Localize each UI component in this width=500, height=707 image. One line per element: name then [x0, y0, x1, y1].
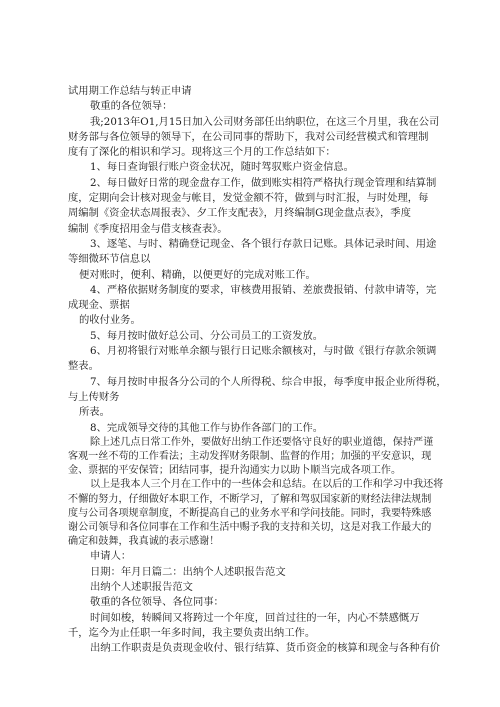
text-line: 财务部与各位领导的领导下，在公司同事的帮助下，我对公司经营模式和管理制 [68, 130, 429, 143]
text-line: 6、月初将银行对账单余额与银行日记账余额核对，与时做《银行存款余领调 [90, 345, 437, 358]
text-line: 1、每日查询银行账户资金状况，随时驾驭账户资金信息。 [90, 161, 354, 174]
text-line: 度有了深化的相识和学习。现将这三个月的工作总结如下： [68, 146, 336, 159]
text-line: 2、每日做好日常的现金盘存工作，做到账实相符严格执行现金管理和结算制 [90, 176, 437, 189]
text-line: 度与公司各项规章制度，不断提高自己的业务水平和学问技能。同时，我要特殊感 [68, 507, 432, 519]
text-line: 金、票据的平安保管；团结同事，提升沟通实力以助卜顺当完成各项工作。 [68, 465, 402, 477]
text-line: 整表。 [68, 360, 99, 373]
text-line: 申请人： [90, 550, 132, 563]
text-line: 等细微环节信息以 [68, 253, 151, 266]
text-line: 出纳工作职责是负责现金收付、银行结算、货币资金的核算和现金与各种有价 [90, 642, 441, 655]
document-body [68, 84, 447, 656]
text-line: 7、每月按时申报各分公司的个人所得税、综合申报，每季度申报企业所得税， [90, 375, 447, 388]
text-line: 时间如梭，转瞬间又将跨过一个年度，回首过往的一年，内心不禁感慨万 [90, 611, 420, 624]
text-line: 敬重的各位领导、各位同事： [90, 596, 224, 609]
text-line: 除上述几点日常工作外，要做好出纳工作还要恪守良好的职业道德，保持严谨 [90, 436, 434, 448]
text-line: 8、完成领导交待的其他工作与协作各部门的工作。 [90, 421, 324, 434]
document-title: 试用期工作总结与转正申请 [68, 85, 192, 97]
text-line: 日期：年月日篇二：出纳个人述职报告范文 [90, 565, 286, 578]
text-line: 敬重的各位领导： [90, 100, 173, 113]
text-line: 4、严格依据财务制度的要求，审核费用报销、差旅费报销、付款申请等，完 [90, 283, 437, 296]
text-line: 千，迄今为止任职一年多时间，我主要负责出纳工作。 [68, 626, 316, 639]
text-line: 便对账时，便利、精确，以便更好的完成对账工作。 [79, 268, 316, 281]
text-line: 编制《季度招用金与借支核查表》。 [68, 222, 228, 235]
text-line: 度，定期向会计核对现金与帐目，发觉金额不符，做到与时汇报，与时处理，每 [68, 192, 429, 205]
text-line: 所表。 [79, 406, 110, 419]
text-line: 客观一丝不苟的工作看法；主动发挥财务限制、监督的作用；加强的平安意识，现 [68, 451, 432, 463]
text-line: 周编制《资金状态周报表》、夕工作支配表》，月终编制G现金盘点表》，季度 [68, 207, 411, 220]
text-line: 5、每月按时做好总公司、分公司员工的工资发放。 [90, 329, 324, 342]
text-line: 谢公司领导和各位同事在工作和生活中赐予我的支持和关切，这是对我工作最大的 [68, 521, 432, 533]
text-line: 3、逐笔、与时、精确登记现金、各个银行存款日记账。具体记录时间、用途 [90, 237, 437, 250]
text-line: 确定和鼓舞，我真诚的表示感谢！ [68, 536, 220, 548]
text-line: 成现金、票据 [68, 299, 130, 312]
text-line: 我;2013年O1,月15日加入公司财务部任出纳职位，在这三个月里，我在公司 [90, 115, 440, 128]
text-line: 与上传财务 [68, 390, 120, 403]
text-line: 以上是我本人三个月在工作中的一些体会和总结。在以后的工作和学习中我还将 [90, 479, 444, 491]
text-line: 的收付业务。 [79, 314, 141, 327]
text-line: 出纳个人述职报告范文 [90, 580, 193, 593]
text-line: 不懈的努力，仔细做好本职工作，不断学习，了解和驾驭国家新的财经法律法规制 [68, 493, 432, 505]
